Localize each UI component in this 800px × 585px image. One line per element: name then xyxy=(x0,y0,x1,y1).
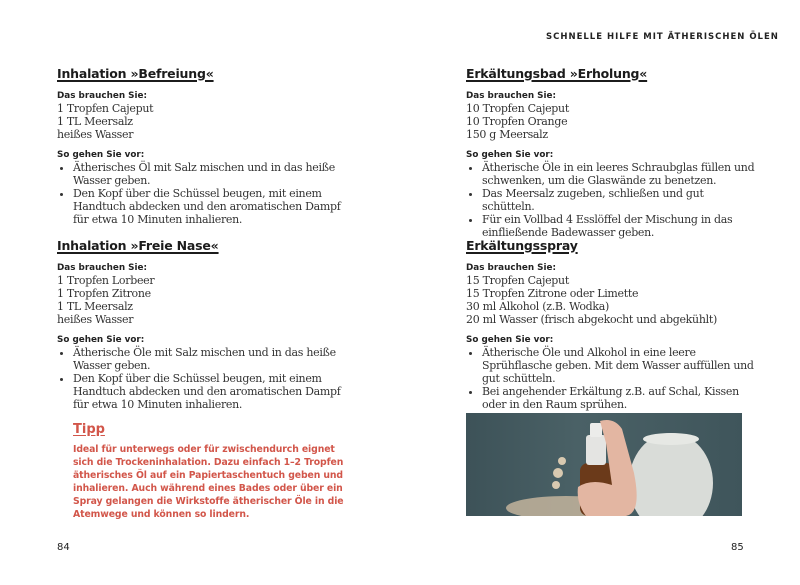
page-number-right: 85 xyxy=(731,542,744,553)
needs-label: Das brauchen Sie: xyxy=(57,263,147,273)
steps-list xyxy=(466,161,756,239)
ingredient: 15 Tropfen Cajeput xyxy=(466,274,569,287)
spray-bottle-photo xyxy=(466,413,742,516)
step: • Den Kopf über die Schüssel beugen, mit einem Handtuch abdecken und den aromatischen Dampf für etwa 10 Minuten inhalieren. xyxy=(73,187,347,226)
step: • Bei angehender Erkältung z.B. auf Schal, Kissen oder in den Raum sprühen. xyxy=(482,385,756,411)
recipe-inhalation-freie-nase xyxy=(57,238,347,411)
tip-box xyxy=(73,422,348,521)
recipe-title: Inhalation »Freie Nase« xyxy=(57,238,219,253)
steps-label: So gehen Sie vor: xyxy=(57,335,145,345)
step: • Für ein Vollbad 4 Esslöffel der Mischung in das einfließende Badewasser geben. xyxy=(482,213,756,239)
steps-list xyxy=(57,346,347,411)
ingredient: 1 TL Meersalz xyxy=(57,115,133,128)
steps-list xyxy=(57,161,347,226)
steps-list xyxy=(466,346,756,411)
ingredient: 30 ml Alkohol (z.B. Wodka) xyxy=(466,300,610,313)
recipe-title: Inhalation »Befreiung« xyxy=(57,66,214,81)
ingredient: 20 ml Wasser (frisch abgekocht und abgekühlt) xyxy=(466,313,717,326)
ingredient: 15 Tropfen Zitrone oder Limette xyxy=(466,287,639,300)
step: • Das Meersalz zugeben, schließen und gut schütteln. xyxy=(482,187,756,213)
steps-label: So gehen Sie vor: xyxy=(466,335,554,345)
photo-illustration xyxy=(466,413,742,516)
step: • Den Kopf über die Schüssel beugen, mit einem Handtuch abdecken und den aromatischen Dampf für etwa 10 Minuten inhalieren. xyxy=(73,372,347,411)
ingredient: 1 Tropfen Cajeput xyxy=(57,102,154,115)
step: • Ätherisches Öl mit Salz mischen und in das heiße Wasser geben. xyxy=(73,161,347,187)
page-number-left: 84 xyxy=(57,542,70,553)
tip-text: Ideal für unterwegs oder für zwischendurch eignet sich die Trockeninhalation. Dazu einfach 1–2 Tropfen ätherisches Öl auf ein Papiertaschentuch geben und inhalieren. Auch während eines Bades oder über ein Spray gelangen die Wirkstoffe ätherischer Öle in die Atemwege und können so lindern. xyxy=(73,444,344,520)
ingredient: 10 Tropfen Orange xyxy=(466,115,568,128)
tip-title: Tipp xyxy=(73,422,105,437)
running-header: SCHNELLE HILFE MIT ÄTHERISCHEN ÖLEN xyxy=(546,32,779,42)
ingredient: 1 TL Meersalz xyxy=(57,300,133,313)
needs-label: Das brauchen Sie: xyxy=(57,91,147,101)
ingredient: heißes Wasser xyxy=(57,313,134,326)
step: • Ätherische Öle und Alkohol in eine leere Sprühflasche geben. Mit dem Wasser auffüllen und gut schütteln. xyxy=(482,346,756,385)
ingredient: 1 Tropfen Lorbeer xyxy=(57,274,155,287)
ingredient: 10 Tropfen Cajeput xyxy=(466,102,569,115)
recipe-erkaeltungsbad xyxy=(466,66,756,239)
steps-label: So gehen Sie vor: xyxy=(57,150,145,160)
needs-label: Das brauchen Sie: xyxy=(466,91,556,101)
recipe-title: Erkältungsbad »Erholung« xyxy=(466,66,648,81)
needs-label: Das brauchen Sie: xyxy=(466,263,556,273)
ingredient: 150 g Meersalz xyxy=(466,128,548,141)
ingredient: 1 Tropfen Zitrone xyxy=(57,287,151,300)
step: • Ätherische Öle mit Salz mischen und in das heiße Wasser geben. xyxy=(73,346,347,372)
recipe-title: Erkältungsspray xyxy=(466,238,578,253)
steps-label: So gehen Sie vor: xyxy=(466,150,554,160)
recipe-inhalation-befreiung xyxy=(57,66,347,226)
ingredient: heißes Wasser xyxy=(57,128,134,141)
recipe-erkaeltungsspray xyxy=(466,238,756,411)
step: • Ätherische Öle in ein leeres Schraubglas füllen und schwenken, um die Glaswände zu benetzen. xyxy=(482,161,756,187)
